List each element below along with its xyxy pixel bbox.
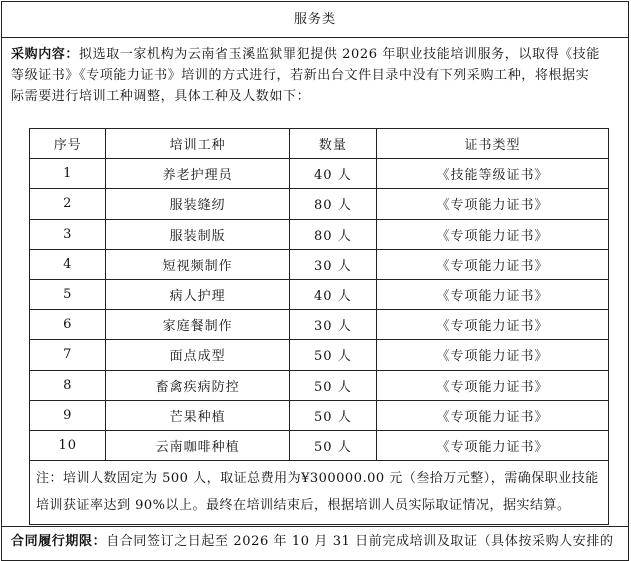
table-row	[30, 279, 609, 309]
cell-cert: 《专项能力证书》	[377, 370, 609, 400]
table-row	[30, 219, 609, 249]
note-box	[29, 461, 609, 525]
cell-no: 8	[30, 370, 106, 400]
procurement-document	[1, 1, 629, 561]
cell-qty: 30 人	[289, 249, 376, 279]
header-trade: 培训工种	[106, 129, 289, 159]
cell-no: 2	[30, 189, 106, 219]
cell-qty: 40 人	[289, 159, 376, 189]
table-row	[30, 249, 609, 279]
cell-no: 5	[30, 279, 106, 309]
cell-no: 9	[30, 400, 106, 430]
cell-trade: 畜禽疾病防控	[106, 370, 289, 400]
cell-cert: 《专项能力证书》	[377, 400, 609, 430]
cell-trade: 面点成型	[106, 340, 289, 370]
cell-trade: 养老护理员	[106, 159, 289, 189]
cell-no: 7	[30, 340, 106, 370]
cell-no: 1	[30, 159, 106, 189]
procurement-content	[11, 44, 621, 107]
cell-no: 4	[30, 249, 106, 279]
contract-text: 自合同签订之日起至 2026 年 10 月 31 日前完成培训及取证（具体按采购人安排的	[106, 534, 614, 549]
cell-no: 10	[30, 430, 106, 460]
cell-cert: 《专项能力证书》	[377, 340, 609, 370]
cell-qty: 50 人	[289, 400, 376, 430]
cell-cert: 《技能等级证书》	[377, 159, 609, 189]
cell-cert: 《专项能力证书》	[377, 430, 609, 460]
cell-qty: 50 人	[289, 370, 376, 400]
header-no: 序号	[30, 129, 106, 159]
cell-trade: 云南咖啡种植	[106, 430, 289, 460]
cell-no: 6	[30, 310, 106, 340]
section-divider	[2, 526, 628, 527]
procurement-label: 采购内容：	[11, 47, 80, 62]
cell-qty: 40 人	[289, 279, 376, 309]
category-title: 服务类	[2, 2, 628, 38]
table-row	[30, 400, 609, 430]
training-table	[29, 128, 609, 461]
contract-label: 合同履行期限：	[11, 534, 107, 549]
cell-no: 3	[30, 219, 106, 249]
cell-cert: 《专项能力证书》	[377, 219, 609, 249]
cell-trade: 服装缝纫	[106, 189, 289, 219]
cell-trade: 服装制版	[106, 219, 289, 249]
header-qty: 数量	[289, 129, 376, 159]
table-header-row	[30, 129, 609, 159]
note-line-2: 培训获证率达到 90%以上。最终在培训结束后，根据培训人员实际取证情况，据实结算。	[36, 498, 571, 513]
cell-qty: 80 人	[289, 189, 376, 219]
cell-qty: 50 人	[289, 430, 376, 460]
cell-cert: 《专项能力证书》	[377, 249, 609, 279]
note-line-1: 注：培训人数固定为 500 人，取证总费用为¥300000.00 元（叁拾万元整），需确保职业技能	[36, 471, 599, 486]
contract-period	[11, 532, 631, 552]
cell-trade: 病人护理	[106, 279, 289, 309]
procurement-line-2: 等级证书》《专项能力证书》培训的方式进行，若新出台文件目录中没有下列采购工种，将根据实	[11, 68, 590, 83]
table-row	[30, 189, 609, 219]
cell-trade: 家庭餐制作	[106, 310, 289, 340]
cell-cert: 《专项能力证书》	[377, 279, 609, 309]
cell-qty: 30 人	[289, 310, 376, 340]
cell-qty: 80 人	[289, 219, 376, 249]
table-row	[30, 340, 609, 370]
table-row	[30, 159, 609, 189]
procurement-line-1: 拟选取一家机构为云南省玉溪监狱罪犯提供 2026 年职业技能培训服务，以取得《技能	[79, 47, 600, 62]
cell-cert: 《专项能力证书》	[377, 189, 609, 219]
table-row	[30, 430, 609, 460]
cell-cert: 《专项能力证书》	[377, 310, 609, 340]
cell-trade: 短视频制作	[106, 249, 289, 279]
table-row	[30, 310, 609, 340]
table-row	[30, 370, 609, 400]
header-cert: 证书类型	[377, 129, 609, 159]
procurement-line-3: 际需要进行培训工种调整，具体工种及人数如下：	[11, 89, 311, 104]
cell-qty: 50 人	[289, 340, 376, 370]
cell-trade: 芒果种植	[106, 400, 289, 430]
